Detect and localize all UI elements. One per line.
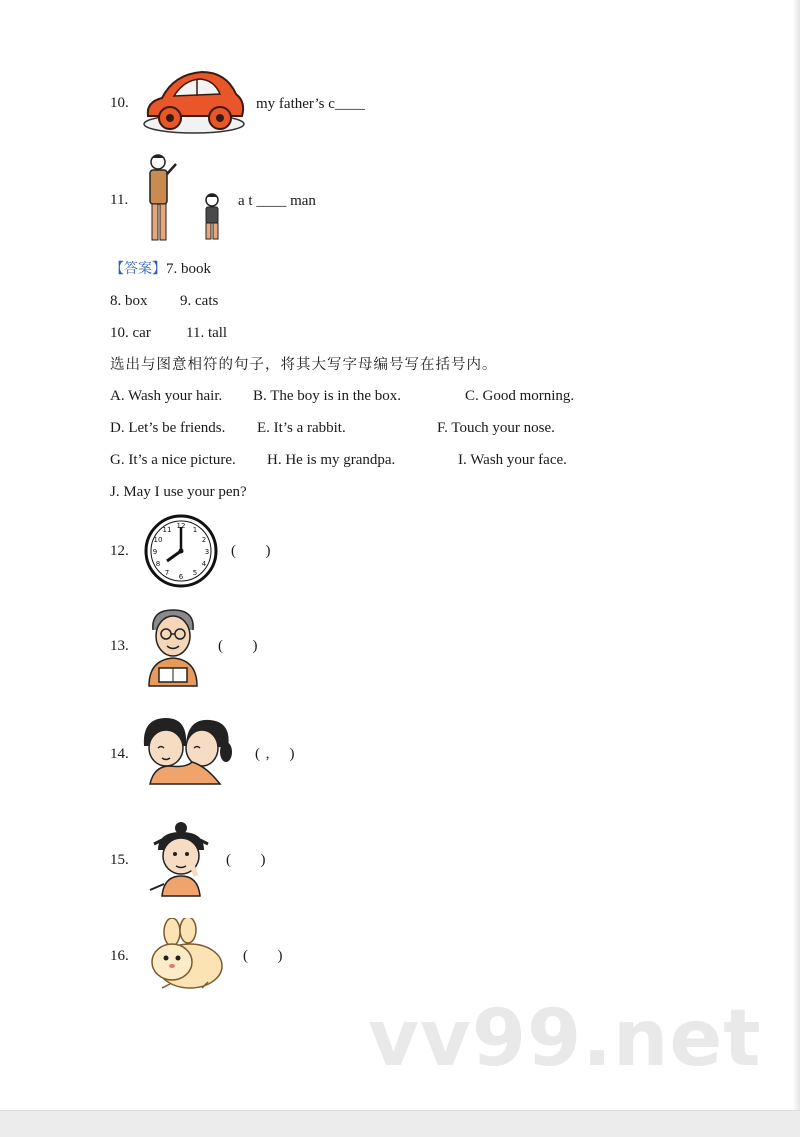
answer-7: 7. book	[166, 261, 211, 277]
option-e: E. It’s a rabbit.	[257, 420, 346, 436]
svg-text:2: 2	[201, 536, 207, 544]
option-d: D. Let’s be friends.	[110, 420, 226, 436]
watermark: vv99.net	[368, 994, 762, 1084]
answer-paren[interactable]: ( )	[226, 852, 267, 868]
question-number: 11.	[110, 192, 129, 208]
option-j: J. May I use your pen?	[110, 484, 247, 500]
svg-text:12: 12	[176, 522, 186, 530]
answer-paren[interactable]: ( )	[243, 948, 284, 964]
answer-line-1	[110, 260, 211, 278]
option-g: G. It’s a nice picture.	[110, 452, 236, 468]
instruction-text: 选出与图意相符的句子，将其大写字母编号写在括号内。	[110, 357, 498, 373]
option-c: C. Good morning.	[465, 388, 575, 404]
answer-11: 11. tall	[186, 325, 228, 341]
tall-man-picture	[140, 152, 230, 246]
option-h: H. He is my grandpa.	[267, 452, 396, 468]
svg-text:8: 8	[155, 560, 161, 568]
svg-text:3: 3	[204, 548, 210, 556]
friends-picture	[140, 712, 236, 786]
svg-text:5: 5	[192, 569, 198, 577]
svg-text:1: 1	[192, 526, 198, 534]
answer-paren[interactable]: ( , )	[255, 746, 296, 762]
clock-picture	[143, 511, 219, 591]
answer-tag: 【答案】	[110, 261, 166, 277]
car-picture	[140, 66, 248, 138]
answer-10: 10. car	[110, 325, 151, 341]
option-f: F. Touch your nose.	[437, 420, 555, 436]
option-a: A. Wash your hair.	[110, 388, 223, 404]
question-number: 10.	[110, 95, 129, 111]
option-b: B. The boy is in the box.	[253, 388, 402, 404]
grandpa-picture	[143, 606, 203, 688]
answer-9: 9. cats	[180, 293, 219, 309]
svg-text:11: 11	[162, 526, 172, 534]
question-number: 14.	[110, 746, 129, 762]
question-number: 12.	[110, 543, 129, 559]
answer-paren[interactable]: ( )	[218, 638, 259, 654]
svg-text:7: 7	[164, 569, 170, 577]
question-number: 16.	[110, 948, 129, 964]
svg-text:9: 9	[152, 548, 158, 556]
girl-nose-picture	[148, 820, 214, 898]
question-prompt: a t ____ man	[238, 193, 316, 209]
question-number: 15.	[110, 852, 129, 868]
answer-8: 8. box	[110, 293, 148, 309]
svg-text:6: 6	[178, 573, 184, 581]
option-i: I. Wash your face.	[458, 452, 567, 468]
page-edge-shadow	[794, 0, 800, 1137]
rabbit-picture	[142, 918, 226, 994]
question-number: 13.	[110, 638, 129, 654]
question-prompt: my father’s c____	[256, 96, 365, 112]
svg-text:10: 10	[153, 536, 163, 544]
answer-paren[interactable]: ( )	[231, 543, 272, 559]
svg-text:4: 4	[201, 560, 207, 568]
viewer-bottom-bar	[0, 1110, 800, 1137]
